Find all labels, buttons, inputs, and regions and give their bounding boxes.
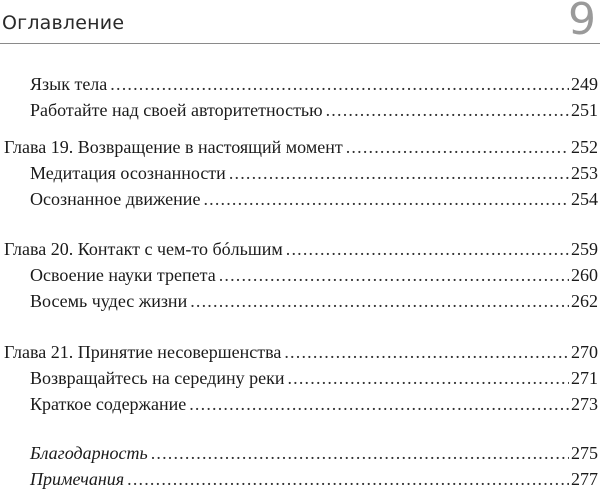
toc-entry xyxy=(4,237,598,261)
toc-entry-label: Язык тела xyxy=(30,74,108,94)
toc-entry-label: Осознанное движение xyxy=(30,189,201,209)
toc-entry-page: 262 xyxy=(571,291,598,311)
toc-entry xyxy=(30,366,598,390)
toc-entry-label: Освоение науки трепета xyxy=(30,265,216,285)
toc-entry-label: Восемь чудес жизни xyxy=(30,291,188,311)
toc-entry xyxy=(30,72,598,96)
dot-leader xyxy=(189,392,569,416)
toc-entry xyxy=(30,263,598,287)
toc-entry-label: Глава 20. Контакт с чем-то бóльшим xyxy=(4,239,283,259)
toc-entry-page: 273 xyxy=(571,394,598,414)
toc-entry-label: Медитация осознанности xyxy=(30,163,226,183)
toc-entry-page: 260 xyxy=(571,265,598,285)
dot-leader xyxy=(229,161,569,185)
toc-entry xyxy=(30,441,598,465)
toc-entry-label: Примечания xyxy=(30,469,125,489)
dot-leader xyxy=(151,441,569,465)
dot-leader xyxy=(346,135,569,159)
toc-entry-label: Работайте над своей авторитетностью xyxy=(30,100,323,120)
dot-leader xyxy=(286,237,569,261)
dot-leader xyxy=(190,289,569,313)
dot-leader xyxy=(127,467,569,491)
toc-entry-page: 277 xyxy=(571,469,598,489)
dot-leader xyxy=(219,263,569,287)
toc-entry-page: 252 xyxy=(571,137,598,157)
toc-entry-page: 275 xyxy=(571,443,598,463)
toc-entry xyxy=(30,289,598,313)
toc-entry-page: 259 xyxy=(571,239,598,259)
dot-leader xyxy=(284,340,569,364)
toc-entry-page: 253 xyxy=(571,163,598,183)
toc-entry-page: 251 xyxy=(571,100,598,120)
toc-entry xyxy=(30,467,598,491)
toc-entry-label: Возвращайтесь на середину реки xyxy=(30,368,285,388)
toc-entry xyxy=(4,135,598,159)
toc-entry-page: 271 xyxy=(571,368,598,388)
toc-entry-page: 270 xyxy=(571,342,598,362)
toc-entry xyxy=(30,187,598,211)
toc-entry-label: Глава 19. Возвращение в настоящий момент xyxy=(4,137,343,157)
dot-leader xyxy=(203,187,569,211)
toc-entry xyxy=(30,161,598,185)
toc-entry-page: 254 xyxy=(571,189,598,209)
page-number: 9 xyxy=(568,0,596,45)
toc-entry xyxy=(4,340,598,364)
header-title: Оглавление xyxy=(2,12,125,34)
toc-entry xyxy=(30,392,598,416)
dot-leader xyxy=(326,98,569,122)
toc-entry-label: Краткое содержание xyxy=(30,394,187,414)
toc-entry-page: 249 xyxy=(571,74,598,94)
dot-leader xyxy=(287,366,569,390)
toc-entry-label: Благодарность xyxy=(30,443,148,463)
dot-leader xyxy=(110,72,569,96)
toc-entry xyxy=(30,98,598,122)
toc-entry-label: Глава 21. Принятие несовершенства xyxy=(4,342,282,362)
